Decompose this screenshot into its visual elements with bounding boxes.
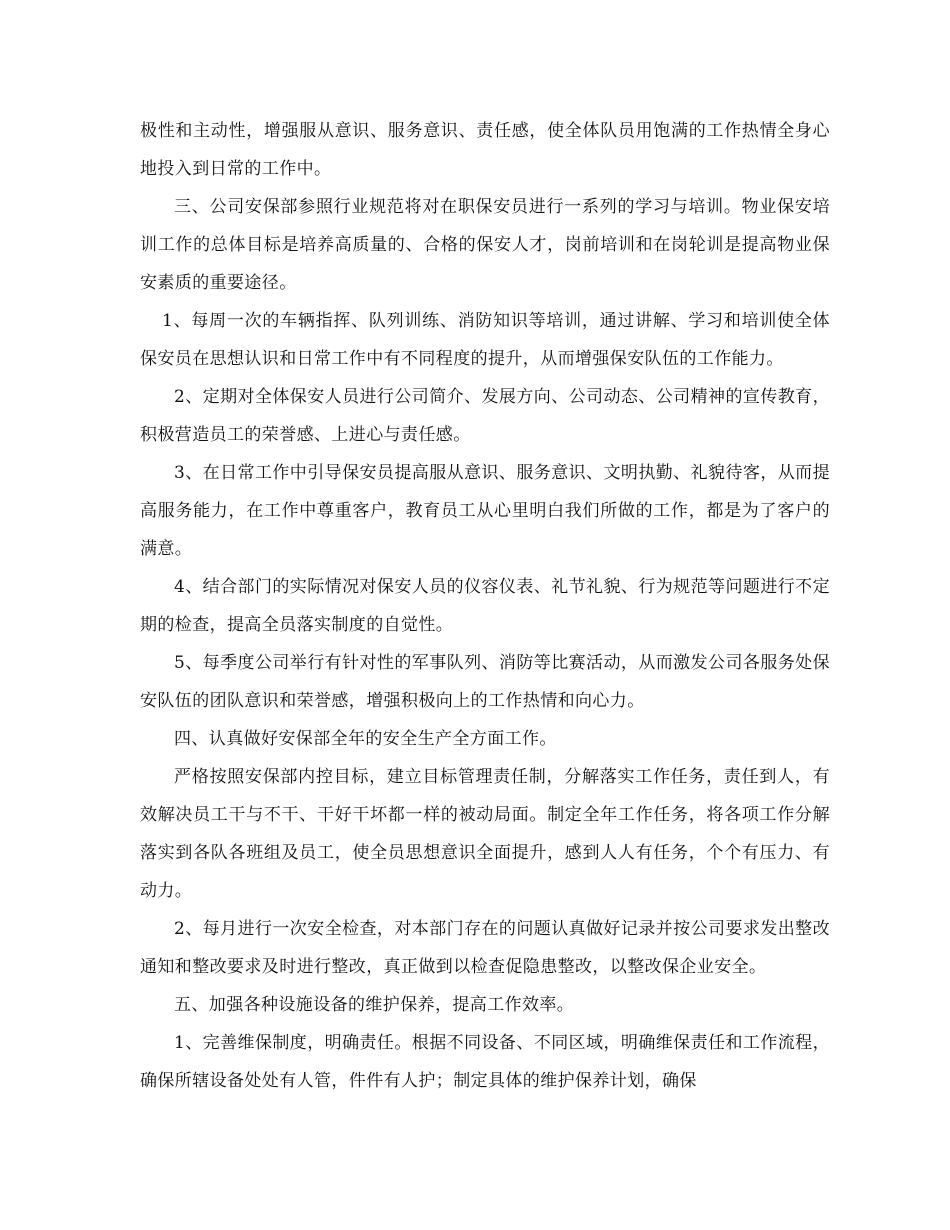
- paragraph-item-1: 1、每周一次的车辆指挥、队列训练、消防知识等培训，通过讲解、学习和培训使全体保安员在思想认识和日常工作中有不同程度的提升，从而增强保安队伍的工作能力。: [140, 311, 830, 369]
- paragraph-section-three: 三、公司安保部参照行业规范将对在职保安员进行一系列的学习与培训。物业保安培训工作的总体目标是培养高质量的、合格的保安人才，岗前培训和在岗轮训是提高物业保安素质的重要途径。: [140, 197, 830, 293]
- paragraph-item-4: 4、结合部门的实际情况对保安人员的仪容仪表、礼节礼貌、行为规范等问题进行不定期的检查，提高全员落实制度的自觉性。: [140, 577, 830, 635]
- paragraph-section-five-item-1: 1、完善维保制度，明确责任。根据不同设备、不同区域，明确维保责任和工作流程，确保所辖设备处处有人管，件件有人护；制定具体的维护保养计划，确保: [140, 1033, 830, 1091]
- paragraph-section-five: 五、加强各种设施设备的维护保养，提高工作效率。: [174, 995, 575, 1015]
- paragraph-section-four-body: 严格按照安保部内控目标，建立目标管理责任制，分解落实工作任务，责任到人，有效解决员工干与不干、干好干坏都一样的被动局面。制定全年工作任务，将各项工作分解落实到各队各班组及员工，使全员思想意识全面提升，感到人人有任务，个个有压力、有动力。: [140, 767, 830, 901]
- paragraph-continuation: 极性和主动性，增强服从意识、服务意识、责任感，使全体队员用饱满的工作热情全身心地投入到日常的工作中。: [140, 121, 830, 179]
- paragraph-item-5: 5、每季度公司举行有针对性的军事队列、消防等比赛活动，从而激发公司各服务处保安队伍的团队意识和荣誉感，增强积极向上的工作热情和向心力。: [140, 653, 830, 711]
- paragraph-section-four: 四、认真做好安保部全年的安全生产全方面工作。: [174, 729, 557, 749]
- paragraph-item-3: 3、在日常工作中引导保安员提高服从意识、服务意识、文明执勤、礼貌待客，从而提高服务能力，在工作中尊重客户，教育员工从心里明白我们所做的工作，都是为了客户的满意。: [140, 463, 830, 559]
- paragraph-item-2: 2、定期对全体保安人员进行公司简介、发展方向、公司动态、公司精神的宣传教育，积极营造员工的荣誉感、上进心与责任感。: [140, 387, 830, 445]
- paragraph-section-four-item-2: 2、每月进行一次安全检查，对本部门存在的问题认真做好记录并按公司要求发出整改通知和整改要求及时进行整改，真正做到以检查促隐患整改，以整改保企业安全。: [140, 919, 830, 977]
- document-page: [140, 112, 830, 1100]
